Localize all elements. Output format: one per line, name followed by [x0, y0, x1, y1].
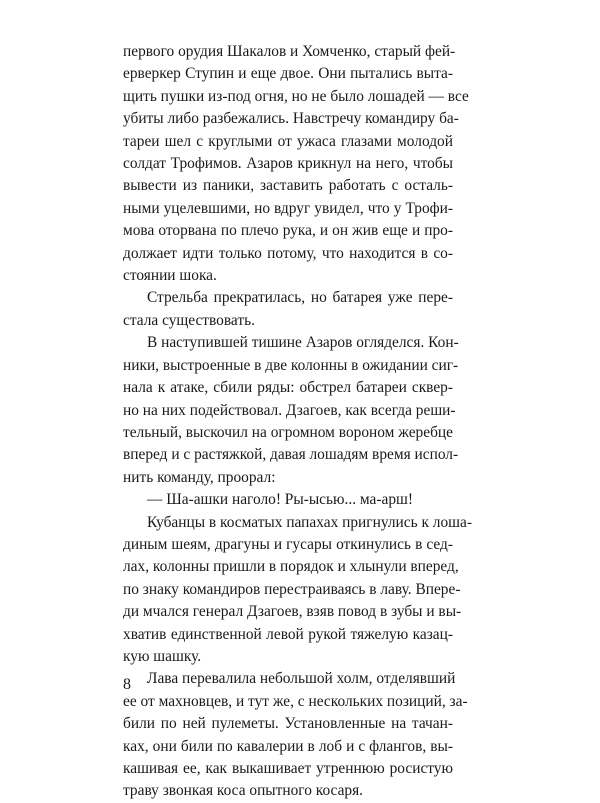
text-line: Кубанцы в косматых папахах пригнулись к лоша- — [147, 513, 472, 531]
text-line: хватив единственной левой рукой тяжелую казац- — [123, 625, 453, 643]
text-line: Стрельба прекратилась, но батарея уже пере- — [147, 289, 453, 307]
text-line: нала к атаке, сбили ряды: обстрел батареи сквер- — [123, 379, 453, 397]
text-line: били по ней пулеметы. Установленные на тачан- — [123, 715, 453, 733]
text-line: кашивая ее, как выкашивает утреннюю росистую — [123, 760, 453, 777]
text-line: диным шеям, драгуны и гусары откинулись в сед- — [123, 535, 453, 553]
text-line: ерверкер Ступин и еще двое. Они пытались выта- — [123, 65, 453, 83]
text-line: ках, они били по кавалерии в лоб и с флангов, вы- — [123, 737, 453, 755]
text-line: тареи шел с круглыми от ужаса глазами молодой — [123, 132, 453, 150]
text-line: первого орудия Шакалов и Хомченко, старый фей- — [123, 43, 456, 60]
paragraph — [123, 668, 468, 802]
text-line: солдат Трофимов. Азаров крикнул на него, чтобы — [123, 155, 453, 173]
text-line: стала существовать. — [123, 311, 255, 329]
paragraph — [123, 287, 453, 332]
page-number: 8 — [123, 676, 131, 693]
text-line: вывести из паники, заставить работать с осталь- — [123, 177, 453, 195]
text-line: кую шашку. — [123, 647, 202, 665]
text-line: ники, выстроенные в две колонны в ожидании сиг- — [123, 356, 459, 374]
text-line: должает идти только потому, что находится в со- — [123, 244, 453, 262]
text-line: ными уцелевшими, но вдруг увидел, что у Трофи- — [123, 199, 453, 217]
paragraph — [123, 512, 472, 669]
text-line: В наступившей тишине Азаров огляделся. Кон- — [147, 334, 459, 352]
paragraph — [123, 489, 453, 511]
text-line: лах, колонны пришли в порядок и хлынули вперед, — [123, 558, 459, 576]
text-line: стоянии шока. — [123, 267, 217, 285]
text-line: ее от махновцев, и тут же, с нескольких позиций, за- — [123, 692, 468, 710]
text-line: щить пушки из-под огня, но не было лошадей — все — [123, 87, 469, 105]
text-line: мова оторвана по плечо рука, и он жив еще и про- — [123, 222, 453, 240]
paragraph — [123, 332, 459, 489]
body-text — [123, 41, 472, 803]
text-line: Лава перевалила небольшой холм, отделявший — [147, 670, 456, 688]
text-line: убиты либо разбежались. Навстречу командиру ба- — [123, 110, 459, 128]
paragraph — [123, 41, 469, 287]
text-line: по знаку командиров перестраиваясь в лаву. Впере- — [123, 580, 461, 598]
text-line: вперед и с растяжкой, давая лошадям время испол- — [123, 446, 459, 464]
text-line: тельный, выскочил на огромном вороном жеребце — [123, 423, 453, 441]
text-line: — Ша-ашки наголо! Ры-ысью... ма-арш! — [147, 491, 413, 509]
text-line: траву звонкая коса опытного косаря. — [123, 782, 364, 800]
text-line: ди мчался генерал Дзагоев, взяв повод в зубы и вы- — [123, 603, 462, 621]
text-line: но на них подействовал. Дзагоев, как всегда реши- — [123, 401, 456, 419]
text-line: нить команду, проорал: — [123, 468, 276, 486]
